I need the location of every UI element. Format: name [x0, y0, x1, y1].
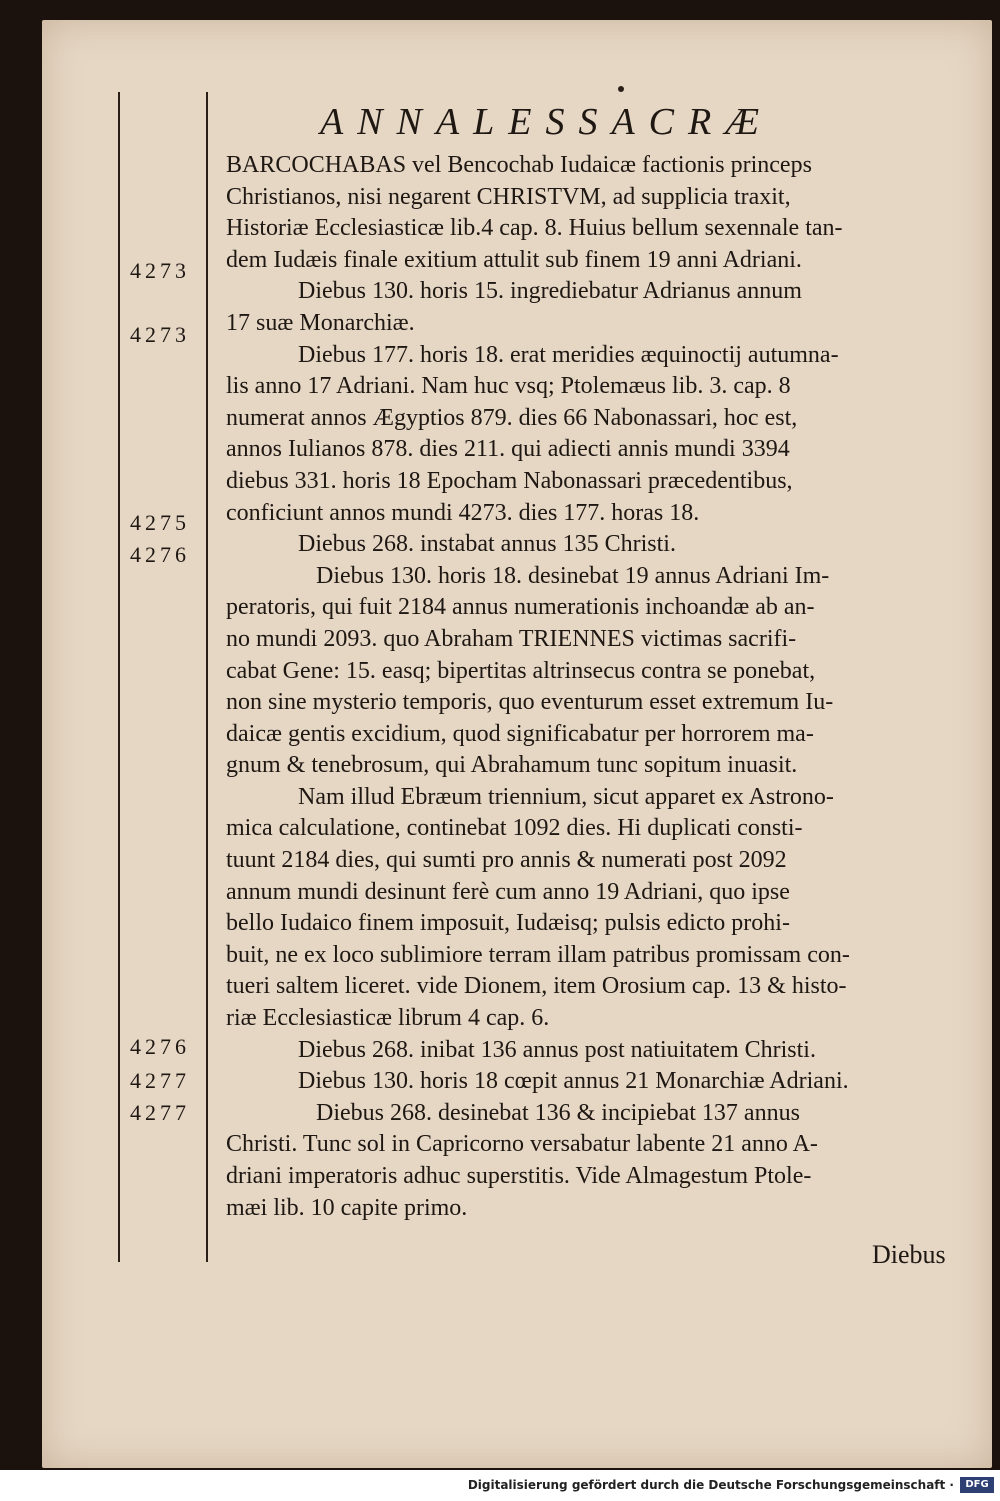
text-line: BARCOCHABAS vel Bencochab Iudaicæ factionis princeps [226, 152, 812, 178]
text-line: Christi. Tunc sol in Capricorno versabatur labente 21 anno A- [226, 1131, 818, 1158]
margin-number: 4276 [130, 542, 190, 567]
text-line: Diebus 268. instabat annus 135 Christi. [298, 531, 676, 558]
text-line: cabat Gene: 15. easq; bipertitas altrinsecus contra se ponebat, [226, 657, 816, 684]
text-line: Historiæ Ecclesiasticæ lib.4 cap. 8. Huius bellum sexennale tan- [226, 215, 843, 242]
text-line: tuunt 2184 dies, qui sumti pro annis & numerati post 2092 [226, 847, 787, 874]
text-line: Diebus 177. horis 18. erat meridies æquinoctij autumna- [298, 341, 839, 368]
footer-credit: Digitalisierung gefördert durch die Deutsche Forschungsgemeinschaft · [467, 1478, 954, 1492]
margin-number: 4276 [130, 1034, 190, 1059]
text-line: annos Iulianos 878. dies 211. qui adiecti annis mundi 3394 [226, 436, 790, 463]
margin-number: 4275 [130, 510, 190, 535]
text-line: bello Iudaico finem imposuit, Iudæisq; pulsis edicto prohi- [226, 910, 790, 937]
text-line: Diebus 130. horis 18. desinebat 19 annus Adriani Im- [316, 562, 830, 589]
margin-number: 4277 [130, 1100, 190, 1125]
text-line: non sine mysterio temporis, quo eventurum esset extremum Iu- [226, 689, 834, 716]
text-line: conficiunt annos mundi 4273. dies 177. horas 18. [226, 499, 700, 526]
text-line: gnum & tenebrosum, qui Abrahamum tunc sopitum inuasit. [226, 752, 798, 779]
text-line: lis anno 17 Adriani. Nam huc vsq; Ptolemæus lib. 3. cap. 8 [226, 373, 791, 400]
text-line: no mundi 2093. quo Abraham TRIENNES victimas sacrifi- [226, 625, 797, 652]
text-line: Christianos, nisi negarent CHRISTVM, ad supplicia traxit, [226, 183, 791, 210]
margin-number: 4273 [130, 322, 190, 347]
text-line: tueri saltem liceret. vide Dionem, item Orosium cap. 13 & histo- [226, 973, 847, 1000]
footer-bar [0, 1470, 1000, 1501]
text-line: Nam illud Ebræum triennium, sicut apparet ex Astrono- [298, 783, 834, 810]
text-line: daicæ gentis excidium, quod significabatur per horrorem ma- [226, 720, 814, 747]
text-line: annum mundi desinunt ferè cum anno 19 Adriani, quo ipse [226, 878, 790, 905]
text-line: mica calculatione, continebat 1092 dies. Hi duplicati consti- [226, 815, 803, 842]
text-line: numerat annos Ægyptios 879. dies 66 Nabonassari, hoc est, [226, 404, 798, 431]
margin-rule-outer [118, 92, 120, 1262]
body-text [226, 150, 974, 1224]
text-line: peratoris, qui fuit 2184 annus numerationis inchoandæ ab an- [226, 594, 815, 621]
text-line: Diebus 268. inibat 136 annus post natiuitatem Christi. [298, 1036, 816, 1063]
dfg-logo[interactable]: DFG [960, 1477, 994, 1493]
catchword: Diebus [872, 1240, 946, 1269]
text-line: riæ Ecclesiasticæ librum 4 cap. 6. [226, 1005, 550, 1032]
margin-number: 4273 [130, 258, 190, 283]
text-line: Diebus 130. horis 18 cœpit annus 21 Monarchiæ Adriani. [298, 1068, 849, 1095]
text-line: buit, ne ex loco sublimiore terram illam patribus promissam con- [226, 941, 850, 968]
text-line: dem Iudæis finale exitium attulit sub finem 19 anni Adriani. [226, 246, 802, 273]
text-line: diebus 331. horis 18 Epocham Nabonassari præcedentibus, [226, 467, 793, 494]
text-line: driani imperatoris adhuc superstitis. Vide Almagestum Ptole- [226, 1163, 812, 1189]
margin-number: 4277 [130, 1068, 190, 1093]
margin-rule-inner [206, 92, 208, 1262]
running-head: ANNALESSACRÆ [320, 101, 774, 143]
ink-dot [618, 86, 624, 92]
text-line: Diebus 130. horis 15. ingrediebatur Adrianus annum [298, 278, 802, 305]
text-line: 17 suæ Monarchiæ. [226, 309, 415, 336]
text-line: mæi lib. 10 capite primo. [226, 1194, 468, 1221]
text-line: Diebus 268. desinebat 136 & incipiebat 137 annus [316, 1099, 800, 1126]
